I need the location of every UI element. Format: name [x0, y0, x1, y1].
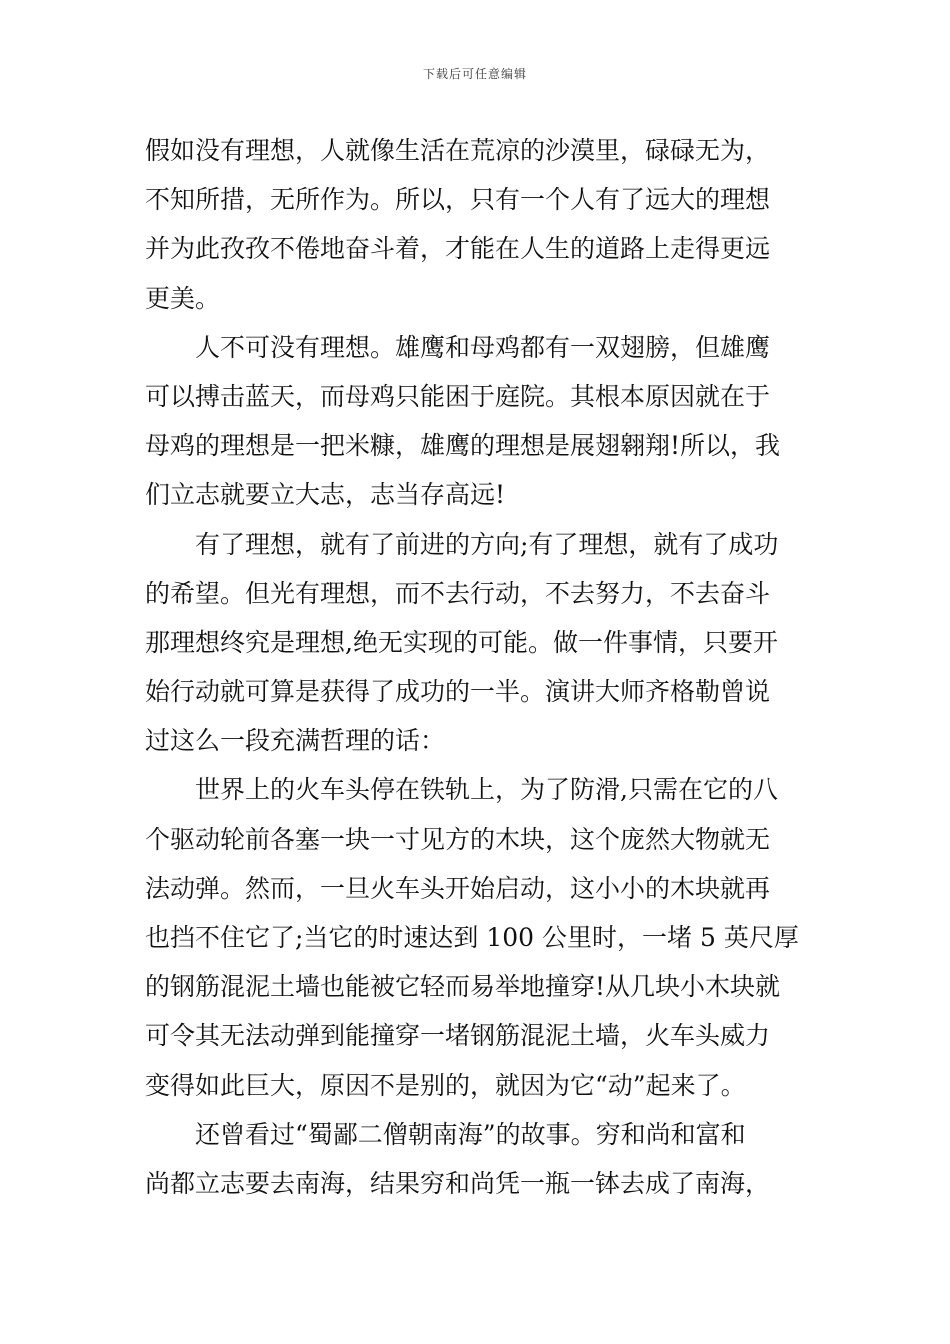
body-line: 也挡不住它了;当它的时速达到 100 公里时，一堵 5 英尺厚: [145, 923, 799, 952]
body-line: 们立志就要立大志，志当存高远!: [145, 480, 506, 510]
body-line: 那理想终究是理想,绝无实现的可能。做一件事情，只要开: [145, 627, 778, 657]
body-line: 可以搏击蓝天，而母鸡只能困于庭院。其根本原因就在于: [145, 381, 771, 411]
body-line: 假如没有理想，人就像生活在荒凉的沙漠里，碌碌无为，: [145, 136, 771, 165]
body-line: 更美。: [145, 283, 221, 313]
essay-body: [145, 126, 809, 1208]
body-line: 始行动就可算是获得了成功的一半。演讲大师齐格勒曾说: [145, 677, 771, 707]
body-line: 法动弹。然而，一旦火车头开始启动，这小小的木块就再: [145, 873, 771, 903]
body-line: 不知所措，无所作为。所以，只有一个人有了远大的理想: [145, 185, 771, 215]
body-line: 个驱动轮前各塞一块一寸见方的木块，这个庞然大物就无: [145, 824, 771, 854]
body-line: 的钢筋混泥土墙也能被它轻而易举地撞穿!从几块小木块就: [145, 972, 781, 1002]
header-note: 下载后可任意编辑: [422, 67, 527, 81]
paragraph-first-line: 还曾看过“蜀鄙二僧朝南海”的故事。穷和尚和富和: [195, 1119, 746, 1149]
paragraph-first-line: 世界上的火车头停在铁轨上，为了防滑,只需在它的八: [195, 775, 778, 805]
body-line: 并为此孜孜不倦地奋斗着，才能在人生的道路上走得更远: [145, 234, 771, 264]
paragraph-first-line: 有了理想，就有了前进的方向;有了理想，就有了成功: [195, 529, 779, 559]
body-line: 的希望。但光有理想，而不去行动，不去努力，不去奋斗: [145, 578, 771, 608]
paragraph-first-line: 人不可没有理想。雄鹰和母鸡都有一双翅膀，但雄鹰: [195, 332, 771, 362]
body-line: 过这么一段充满哲理的话：: [145, 726, 446, 756]
body-line: 可令其无法动弹到能撞穿一堵钢筋混泥土墙，火车头威力: [145, 1021, 771, 1051]
body-line: 变得如此巨大，原因不是别的，就因为它“动”起来了。: [145, 1070, 746, 1100]
body-line: 尚都立志要去南海，结果穷和尚凭一瓶一钵去成了南海，: [145, 1168, 771, 1198]
body-line: 母鸡的理想是一把米糠，雄鹰的理想是展翅翱翔!所以，我: [145, 431, 781, 461]
